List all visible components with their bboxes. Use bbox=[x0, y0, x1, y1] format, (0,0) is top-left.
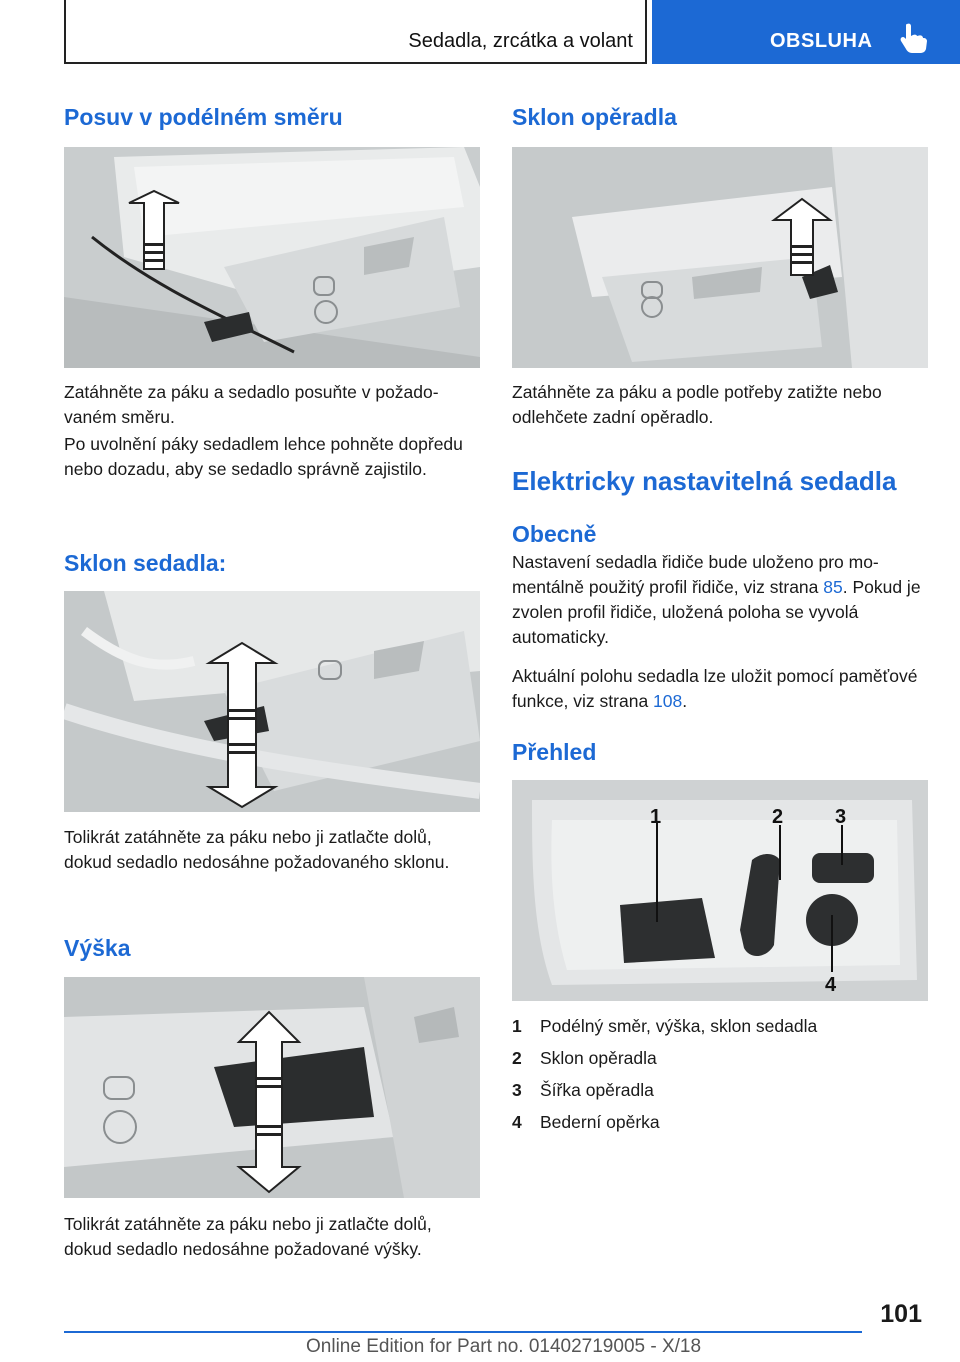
callout-2: 2 bbox=[772, 806, 784, 828]
legend-item bbox=[512, 1046, 657, 1070]
heading-longitudinal: Posuv v podélném směru bbox=[64, 104, 343, 130]
figure-seat-longitudinal bbox=[64, 147, 480, 368]
subheading-general: Obecně bbox=[512, 521, 597, 547]
para-height: Tolikrát zatáhněte za páku nebo ji zatlačte dolů, dokud sedadlo nedosáhne požadované výšky. bbox=[64, 1214, 432, 1259]
para-general-2-b: . bbox=[682, 691, 688, 711]
link-page-108[interactable]: 108 bbox=[653, 691, 683, 711]
para-general-1 bbox=[512, 550, 930, 650]
para-seat-tilt: Tolikrát zatáhněte za páku nebo ji zatlačte dolů, dokud sedadlo nedosáhne požadovaného sklonu. bbox=[64, 827, 450, 872]
header-section-box bbox=[64, 0, 647, 64]
legend-text: Bederní opěrka bbox=[540, 1112, 660, 1132]
callout-3: 3 bbox=[835, 806, 847, 828]
footer-divider bbox=[64, 1331, 862, 1333]
para-general-1-b: . Pokud je zvolen profil řidiče, uložená poloha se vyvolá automaticky. bbox=[512, 577, 921, 647]
para-general-1-a: Nastavení sedadla řidiče bude uloženo pro momentálně použitý profil řidiče, viz strana bbox=[512, 552, 879, 597]
legend-text: Podélný směr, výška, sklon sedadla bbox=[540, 1016, 818, 1036]
subheading-overview: Přehled bbox=[512, 739, 597, 765]
para-longitudinal-2: Po uvolnění páky sedadlem lehce pohněte dopředu nebo dozadu, aby se sedadlo správně zajistilo. bbox=[64, 434, 463, 479]
figure-seat-controls-overview bbox=[512, 780, 928, 1001]
para-longitudinal-1: Zatáhněte za páku a sedadlo posuňte v požadovaném směru. bbox=[64, 382, 439, 427]
heading-height: Výška bbox=[64, 935, 131, 961]
heading-electric-seats: Elektricky nastavitelná sedadla bbox=[512, 466, 897, 496]
footer-edition: Online Edition for Part no. 01402719005 - X/18 bbox=[306, 1336, 702, 1357]
legend-text: Šířka opěradla bbox=[540, 1080, 654, 1100]
figure-backrest-tilt bbox=[512, 147, 928, 368]
legend-item bbox=[512, 1110, 660, 1134]
callout-4: 4 bbox=[825, 974, 837, 996]
legend-text: Sklon opěradla bbox=[540, 1048, 657, 1068]
header-section-title: Sedadla, zrcátka a volant bbox=[408, 30, 633, 52]
callout-1: 1 bbox=[650, 806, 662, 828]
para-general-2-a: Aktuální polohu sedadla lze uložit pomocí paměťové funkce, viz strana bbox=[512, 666, 918, 711]
link-page-85[interactable]: 85 bbox=[823, 577, 843, 597]
legend-number: 4 bbox=[512, 1112, 522, 1132]
legend-number: 3 bbox=[512, 1080, 522, 1100]
legend-item bbox=[512, 1078, 654, 1102]
figure-seat-tilt bbox=[64, 591, 480, 812]
para-backrest-tilt: Zatáhněte za páku a podle potřeby zatižte nebo odlehčete zadní opěradlo. bbox=[512, 382, 882, 427]
header-tab-label: OBSLUHA bbox=[770, 30, 873, 52]
pointing-hand-icon bbox=[898, 22, 928, 54]
figure-seat-height bbox=[64, 977, 480, 1198]
para-general-2 bbox=[512, 664, 930, 714]
heading-seat-tilt: Sklon sedadla: bbox=[64, 550, 227, 576]
legend-item bbox=[512, 1014, 817, 1038]
legend-number: 1 bbox=[512, 1016, 522, 1036]
heading-backrest-tilt: Sklon opěradla bbox=[512, 104, 677, 130]
header-tab-obsluha[interactable] bbox=[652, 0, 960, 64]
page-number: 101 bbox=[880, 1300, 922, 1328]
legend-number: 2 bbox=[512, 1048, 522, 1068]
